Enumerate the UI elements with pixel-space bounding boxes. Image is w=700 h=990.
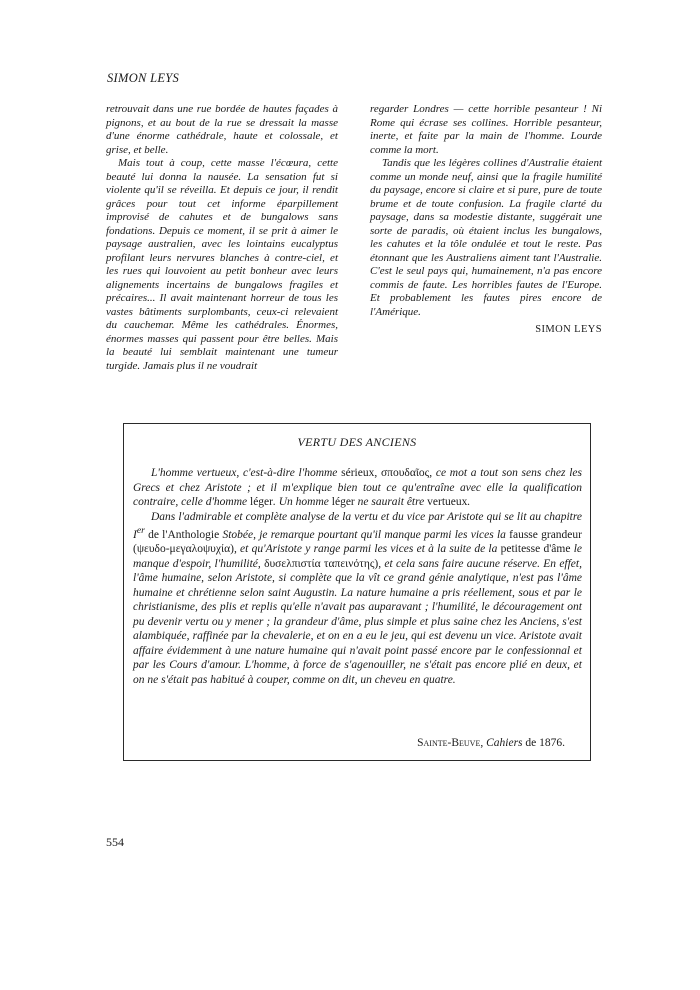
left-paragraph-2: Mais tout à coup, cette masse l'écœura, cette beauté lui donna la nausée. La sensation fut si violente qu'il se réveilla. Et depuis ce jour, il rendit grâces pour tout cet informe éparpillement improvisé de cahutes et de bungalows sans fondations. Depuis ce moment, il se prit à aimer le paysage australien, avec les lointains eucalyptus profilant leurs nervures blanches à contre-ciel, et les rues qui louvoient au petit bonheur avec leurs alignements incertains de bungalows fragiles et précaires... Il avait maintenant horreur de tous les vastes bâtiments surplombants, ceux-ci relevaient du cauchemar. Même les cathédrales. Énormes, énormes masses qui passent pour être belles. Mais la beauté lui semblait maintenant une tumeur turgide. Jamais plus il ne voudrait [106,157,338,372]
right-column [370,103,602,337]
left-column [106,103,338,373]
article-signature: SIMON LEYS [535,324,602,335]
box-body [133,466,582,687]
box-title: VERTU DES ANCIENS [297,435,417,449]
box-paragraph-1: L'homme vertueux, c'est-à-dire l'homme sérieux, σπουδαῖος, ce mot a tout son sens chez les Grecs et chez Aristote ; et il m'explique bien tout ce qu'entraîne avec elle la qualification contraire, celle d'homme léger. Un homme léger ne saurait être vertueux. [133,467,583,508]
right-paragraph-2: Tandis que les légères collines d'Australie étaient comme un monde neuf, ainsi que la fragile humilité du paysage, encore si claire et si pure, pure de toute brume et de toute confusion. La fragile clarté du paysage, dans sa modestie distante, suggérait une sorte de paradis, où étaient inclus les bungalows, les cahutes et la tôle ondulée et tout le reste. Pas étonnant que les Australiens aiment tant l'Australie. C'est le seul pays qui, humainement, n'a pas encore commis de faute. Les horribles fautes de l'Europe. Et probablement les fautes pires encore de l'Amérique. [370,157,602,318]
quote-box [123,423,591,761]
box-paragraph-2: Dans l'admirable et complète analyse de la vertu et du vice par Aristote qui se lit au chapitre Ier de l'Anthologie Stobée, je remarque pourtant qu'il manque parmi les vices la fausse grandeur (ψευδο-μεγαλοψυχία), et qu'Aristote y range parmi les vices et à la suite de la petitesse d'âme le manque d'espoir, l'humilité, δυσελπιστία ταπεινότης), et cela sans faire aucune réserve. En effet, l'âme humaine, selon Aristote, si complète que la vît ce grand génie analytique, n'est pas l'âme humaine et chrétienne selon saint Augustin. La nature humaine a pris réellement, sous et par le christianisme, des plis et replis qu'elle n'avait pas auparavant ; l'humilité, le découragement ont pu devenir vertu ou y mener ; la grandeur d'âme, plus simple et plus saine chez les Anciens, s'est alambiquée, raffinée par la chevalerie, et on en a eu le jeu, qui est devenu un vice. Aristote avait affaire évidemment à une nature humaine qui n'avait point passé encore par le confessionnal et par les Cours d'amour. L'homme, à force de s'agenouiller, ne s'était pas encore plié en deux, et on ne s'était pas habitué à couper, comme on dit, un cheveu en quatre. [133,510,582,686]
right-paragraph-1: regarder Londres — cette horrible pesanteur ! Ni Rome qui écrase ses collines. Horrible pesanteur, inerte, et faite par la main de l'homme. Lourde comme la mort. [370,103,602,156]
running-head: SIMON LEYS [107,71,180,85]
page-number: 554 [106,835,124,849]
box-attribution: Sainte-Beuve, Cahiers de 1876. [417,737,565,749]
left-paragraph-1: retrouvait dans une rue bordée de hautes façades à pignons, et au bout de la rue se dressait la masse d'une énorme cathédrale, haute et colossale, et grise, et belle. [106,103,338,156]
